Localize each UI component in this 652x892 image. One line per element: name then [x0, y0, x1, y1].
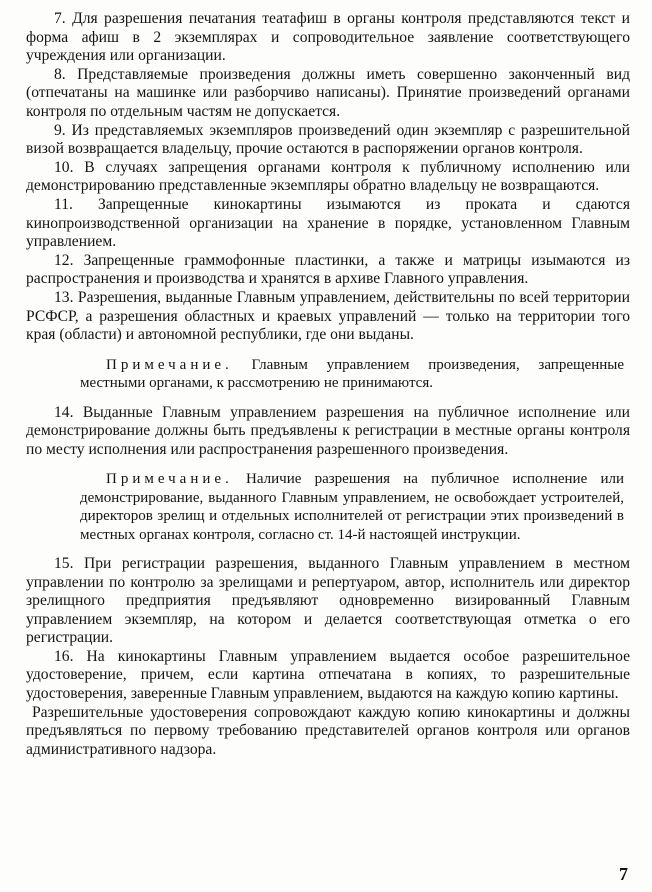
note-paragraph-14	[80, 470, 624, 544]
note-paragraph-13	[80, 356, 624, 393]
paragraph-8: 8. Представляемые произведения должны иметь совершенно законченный вид (отпечатаны на машинке или разборчиво написаны). Принятие произведений органами контроля по отдельным частям не допускается.	[26, 65, 630, 120]
paragraph-7: 7. Для разрешения печатания театафиш в органы контроля представляются текст и форма афиш в 2 экземплярах и сопроводительное заявление соответствующего учреждения или организации.	[26, 10, 630, 65]
paragraph-10: 10. В случаях запрещения органами контроля к публичному исполнению или демонстрированию представленные экземпляры обратно владельцу не возвращаются.	[26, 158, 630, 195]
note-text: Наличие разрешения на публичное исполнение или демонстрирование, выданного Главным управлением, не освобождает устроителей, директоров зрелищ и отдельных исполнителей от регистрации этих произведений в местных органах контроля, согласно ст. 14-й настоящей инструкции.	[80, 471, 624, 543]
paragraph-16: 16. На кинокартины Главным управлением выдается особое разрешительное удостоверение, причем, если картина отпечатана в копиях, то разрешительные удостоверения, заверенные Главным управлением, выдаются на каждую копию картины.	[26, 647, 630, 703]
note-text: Главным управлением произведения, запрещенные местными органами, к рассмотрению не принимаются.	[80, 356, 624, 392]
paragraph-12: 12. Запрещенные граммофонные пластинки, а также и матрицы изымаются из распространения и производства и хранятся в архиве Главного управления.	[26, 251, 630, 288]
paragraph-14: 14. Выданные Главным управлением разрешения на публичное исполнение или демонстрирование должны быть предъявлены к регистрации в местные органы контроля по месту исполнения или распространения разрешенного произведения.	[26, 403, 630, 458]
paragraph-13: 13. Разрешения, выданные Главным управлением, действительны по всей территории РСФСР, а разрешения областных и краевых управлений — только на территории того края (области) и автономной республики, где они выданы.	[26, 288, 630, 344]
paragraph-16-continuation: Разрешительные удостоверения сопровождают каждую копию кинокартины и должны предъявляться по первому требованию представителей органов контроля или органов административного надзора.	[26, 703, 630, 758]
note-label: Примечание.	[106, 471, 233, 488]
paragraph-11: 11. Запрещенные кинокартины изымаются из проката и сдаются кинопроизводственной организации на хранение в порядке, установленном Главным управлением.	[26, 195, 630, 251]
paragraph-15: 15. При регистрации разрешения, выданного Главным управлением в местном управлении по контролю за зрелищами и репертуаром, автор, исполнитель или директор зрелищного предприятия предъявляют одновременно визированный Главным управлением экземпляр, на котором и делается соответствующая отметка о его регистрации.	[26, 554, 630, 647]
page-number: 7	[619, 864, 628, 885]
note-label: Примечание.	[106, 356, 233, 373]
paragraph-9: 9. Из представляемых экземпляров произведений один экземпляр с разрешительной визой возвращается владельцу, прочие остаются в распоряжении органов контроля.	[26, 121, 630, 158]
